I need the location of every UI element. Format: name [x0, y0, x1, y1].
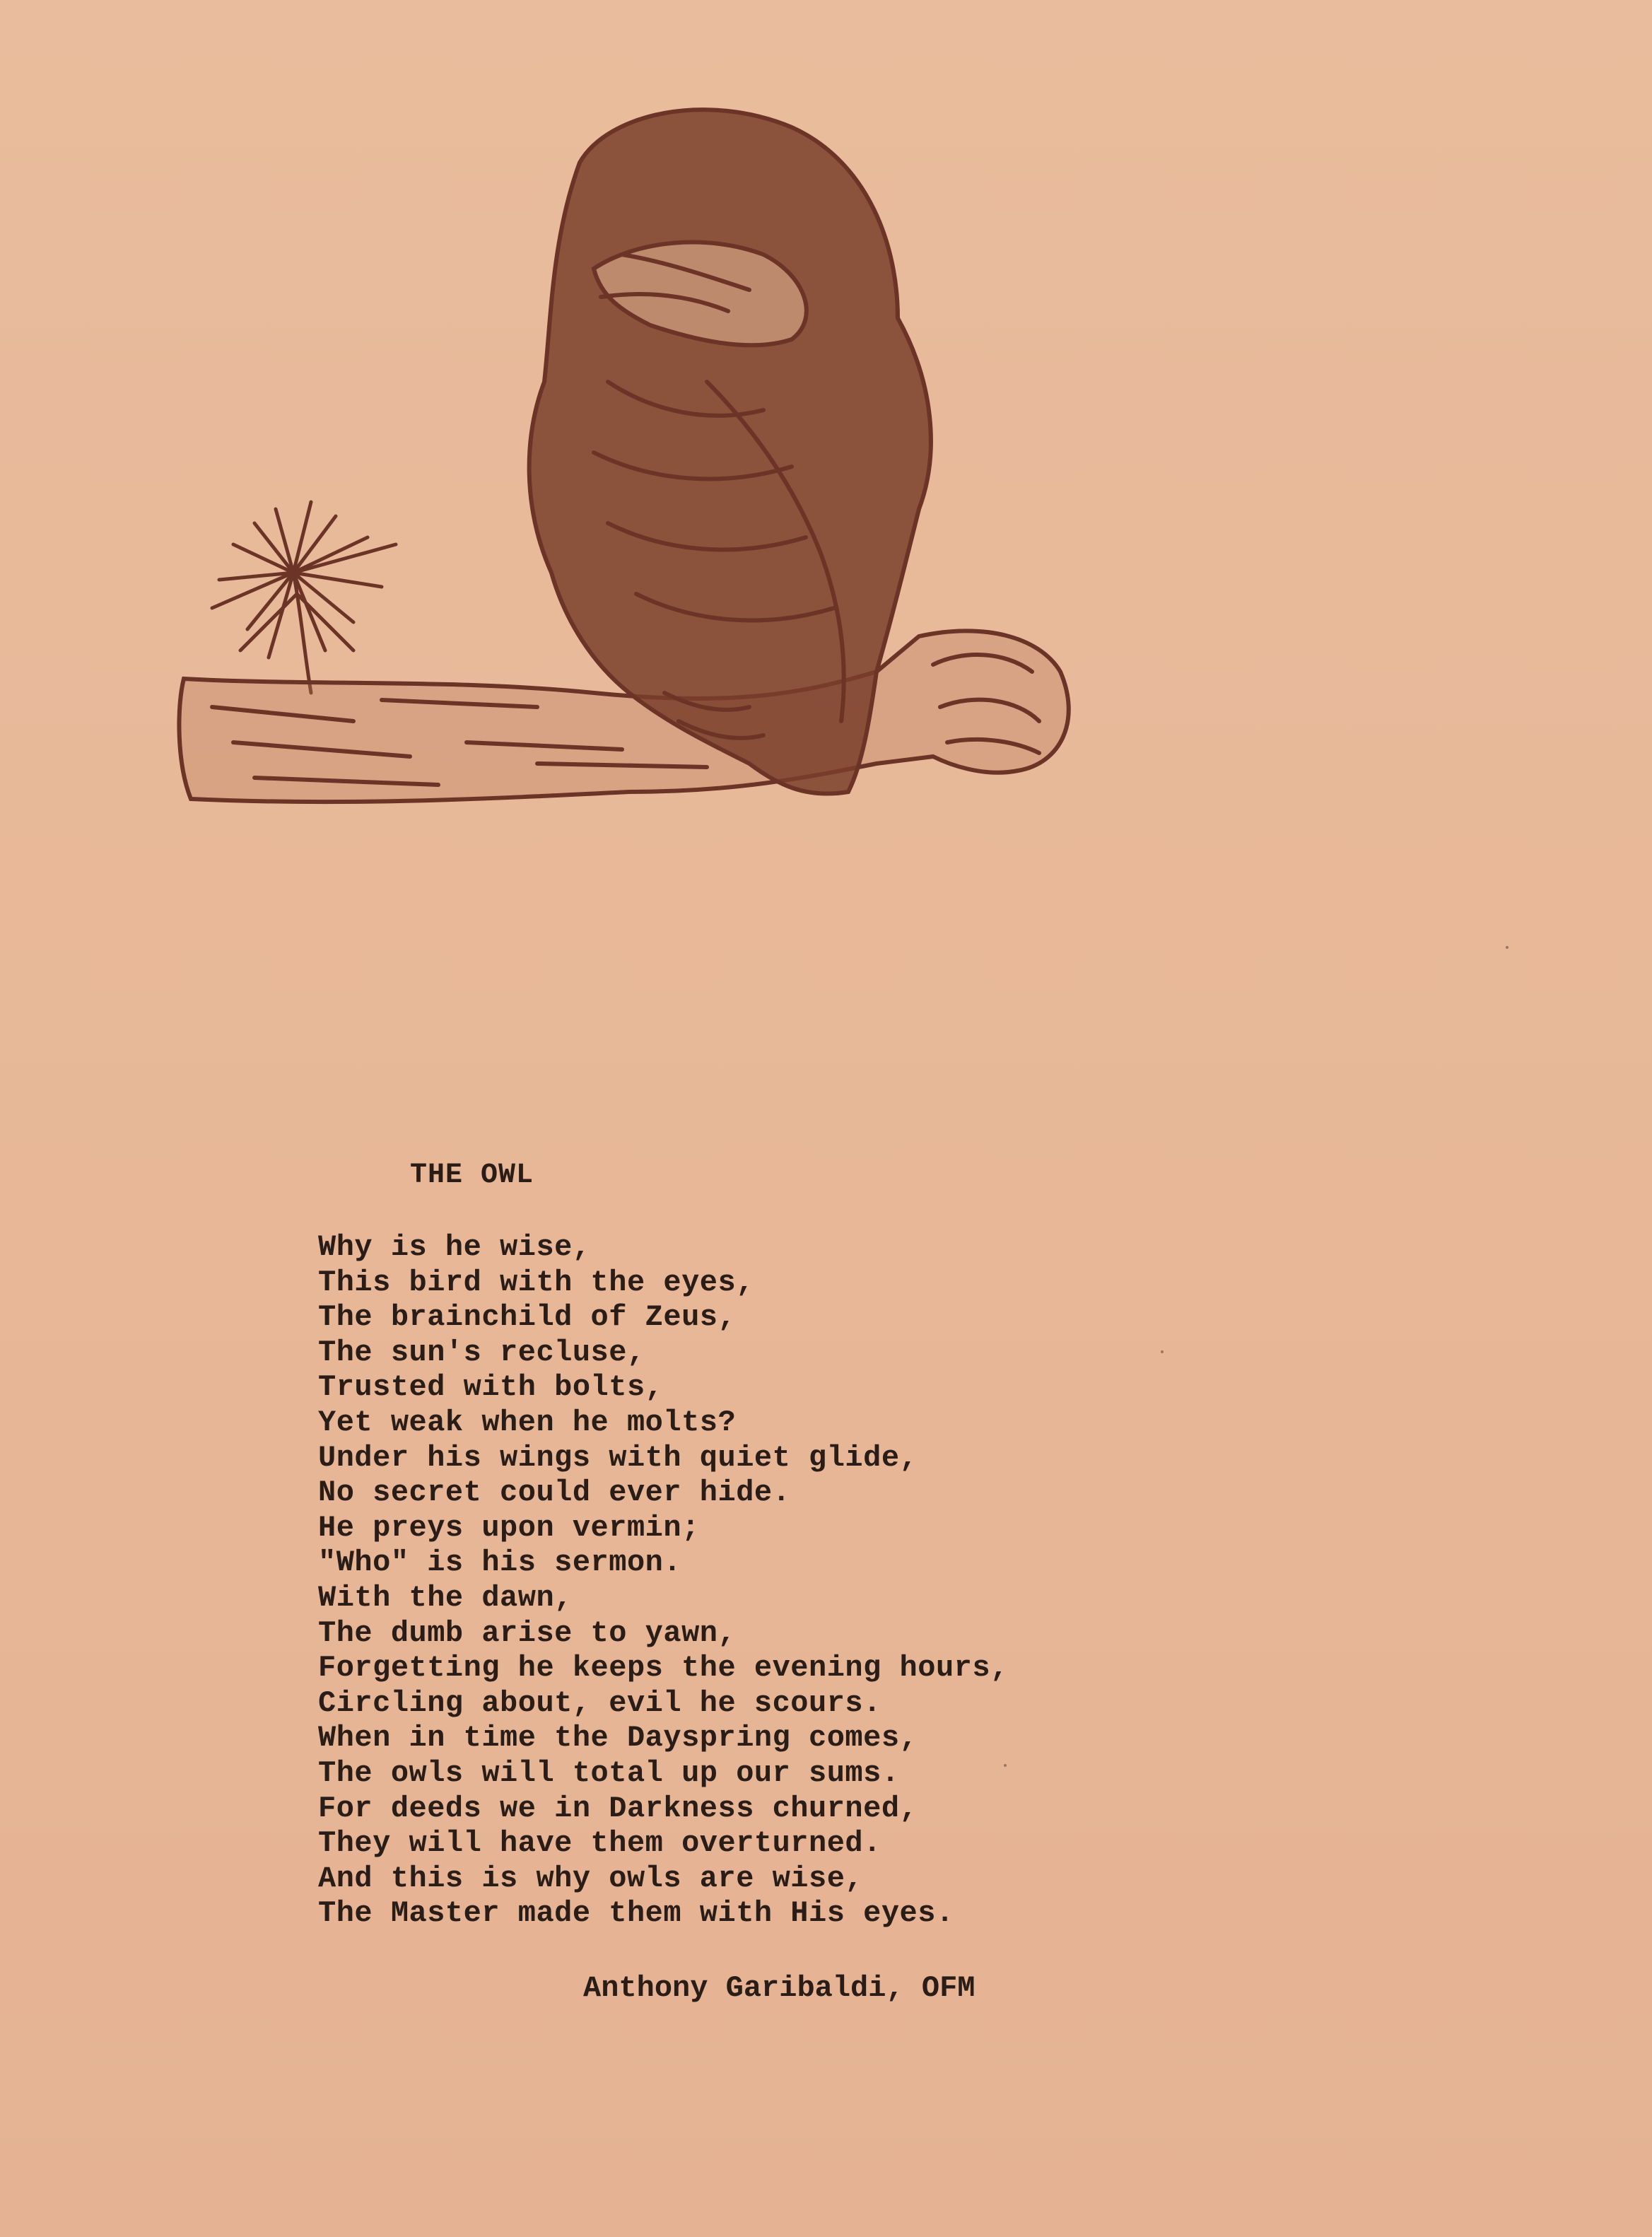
poem-line: Forgetting he keeps the evening hours,: [318, 1651, 1009, 1686]
poem-line: The sun's recluse,: [318, 1335, 645, 1369]
poem-line: When in time the Dayspring comes,: [318, 1721, 918, 1756]
poem-line: They will have them overturned.: [318, 1826, 881, 1861]
poem-line: The Master made them with His eyes.: [318, 1896, 954, 1931]
poem-line: For deeds we in Darkness churned,: [318, 1791, 918, 1826]
owl-on-branch-illustration: [170, 85, 1244, 848]
poem-line: The owls will total up our sums.: [318, 1756, 900, 1790]
poem-line: Circling about, evil he scours.: [318, 1686, 881, 1720]
poem-line: "Who" is his sermon.: [318, 1546, 682, 1580]
poem-line: With the dawn,: [318, 1580, 573, 1615]
paper-speck: [1506, 946, 1509, 949]
paper-speck: [1161, 1350, 1164, 1353]
poem-line: The dumb arise to yawn,: [318, 1616, 737, 1650]
poem-line: No secret could ever hide.: [318, 1476, 791, 1510]
pine-sprig-icon: [212, 502, 396, 693]
poem-line: He preys upon vermin;: [318, 1510, 700, 1545]
poem-line: Trusted with bolts,: [318, 1370, 664, 1405]
poem-line: The brainchild of Zeus,: [318, 1300, 737, 1335]
paper-speck: [1004, 1764, 1007, 1767]
poem-line: Under his wings with quiet glide,: [318, 1440, 918, 1475]
poem-line: This bird with the eyes,: [318, 1265, 754, 1299]
poem-line: Yet weak when he molts?: [318, 1405, 737, 1439]
poem-line: Why is he wise,: [318, 1230, 591, 1264]
poem-author: Anthony Garibaldi, OFM: [583, 1971, 976, 2005]
poem-body: [318, 1230, 1009, 1932]
poem-title: THE OWL: [410, 1160, 534, 1191]
poem-line: And this is why owls are wise,: [318, 1861, 864, 1896]
